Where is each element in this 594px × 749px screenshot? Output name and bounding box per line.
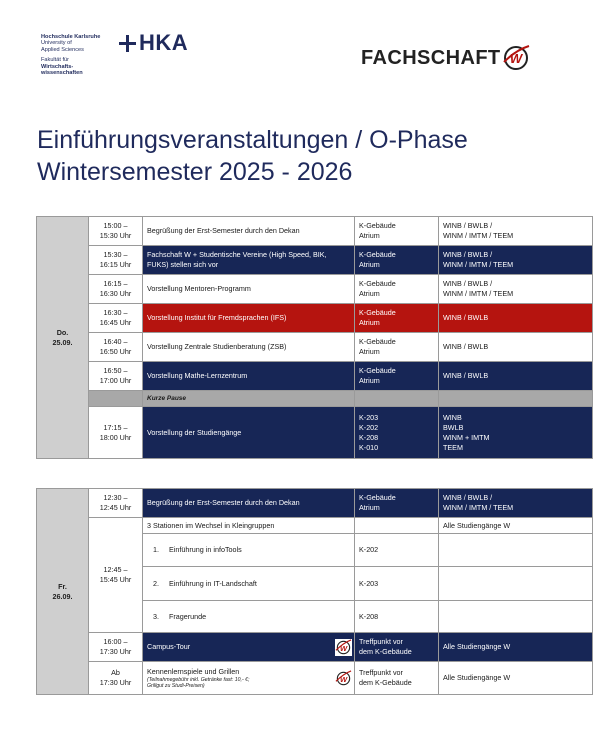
- schedule-friday: [36, 488, 593, 695]
- station-label: Fragerunde: [169, 611, 207, 621]
- room-cell: K-203: [355, 567, 439, 601]
- fachschaft-logo-text: FACHSCHAFT: [361, 46, 501, 69]
- time-cell: Ab 17:30 Uhr: [89, 662, 143, 695]
- fac-line-2: Wirtschafts-: [41, 63, 74, 70]
- table-row: [37, 304, 593, 333]
- station-number: 3.: [153, 611, 159, 621]
- time-cell: 16:50 – 17:00 Uhr: [89, 362, 143, 391]
- date-label: 26.09.: [52, 591, 73, 601]
- day-cell-thursday: [37, 217, 89, 459]
- program-cell: WINB / BWLB / WINM / IMTM / TEEM: [439, 489, 593, 518]
- date-label: 25.09.: [52, 337, 73, 347]
- room-cell: K-Gebäude Atrium: [355, 304, 439, 333]
- table-row: [37, 489, 593, 518]
- program-cell: WINB / BWLB: [439, 333, 593, 362]
- room-cell: K-Gebäude Atrium: [355, 489, 439, 518]
- room-cell: K-Gebäude Atrium: [355, 333, 439, 362]
- time-cell: 16:40 – 16:50 Uhr: [89, 333, 143, 362]
- fac-line-1: Fakultät für: [41, 57, 69, 64]
- program-cell: Alle Studiengänge W: [439, 633, 593, 662]
- title-line-2: Wintersemester 2025 - 2026: [37, 158, 353, 186]
- station-number: 1.: [153, 545, 159, 554]
- hs-line-1: Hochschule Karlsruhe: [41, 34, 101, 40]
- program-cell: WINB / BWLB: [439, 362, 593, 391]
- event-description: Fachschaft W + Studentische Vereine (High Speed, BIK, FUKS) stellen sich vor: [143, 246, 355, 275]
- room-cell: K-202: [355, 534, 439, 567]
- table-row: [37, 246, 593, 275]
- event-description: Vorstellung Mentoren-Programm: [143, 275, 355, 304]
- station-number: 2.: [153, 578, 159, 588]
- fachschaft-w-icon: [335, 670, 352, 687]
- station-label: Einführung in infoTools: [169, 545, 242, 554]
- room-cell: K-203 K-202 K-208 K-010: [355, 407, 439, 459]
- time-cell: 16:15 – 16:30 Uhr: [89, 275, 143, 304]
- day-label: Do.: [56, 327, 69, 337]
- page-title: [37, 124, 468, 188]
- event-description: Campus-Tour: [147, 642, 191, 651]
- room-cell: K-Gebäude Atrium: [355, 275, 439, 304]
- program-cell: WINB / BWLB / WINM / IMTM / TEEM: [439, 246, 593, 275]
- time-cell: 15:00 – 15:30 Uhr: [89, 217, 143, 246]
- program-cell: WINB BWLB WINM + IMTM TEEM: [439, 407, 593, 459]
- program-cell: Alle Studiengänge W: [439, 518, 593, 534]
- hka-logo-text: HKA: [139, 30, 189, 55]
- hka-plus-icon: [119, 35, 136, 52]
- time-cell: 17:15 – 18:00 Uhr: [89, 407, 143, 459]
- event-description: Vorstellung der Studiengänge: [143, 407, 355, 459]
- event-description: Begrüßung der Erst-Semester durch den Dekan: [143, 217, 355, 246]
- table-row: [37, 518, 593, 534]
- station-label: Einführung in IT-Landschaft: [169, 578, 257, 588]
- time-cell: 16:30 – 16:45 Uhr: [89, 304, 143, 333]
- program-cell: WINB / BWLB / WINM / IMTM / TEEM: [439, 275, 593, 304]
- day-label: Fr.: [58, 581, 67, 591]
- fac-line-3: wissenschaften: [41, 70, 83, 77]
- table-row: [37, 275, 593, 304]
- time-cell: 16:00 – 17:30 Uhr: [89, 633, 143, 662]
- table-row: [37, 217, 593, 246]
- event-description: Vorstellung Institut für Fremdsprachen (IFS): [143, 304, 355, 333]
- day-cell-friday: [37, 489, 89, 695]
- university-logo-text: [41, 34, 100, 76]
- program-cell: Alle Studiengänge W: [439, 662, 593, 695]
- table-row: [37, 662, 593, 695]
- hs-line-2: University of: [41, 40, 72, 47]
- event-description: 3 Stationen im Wechsel in Kleingruppen: [143, 518, 355, 534]
- room-cell: Treffpunkt vor dem K-Gebäude: [355, 633, 439, 662]
- event-description: Vorstellung Zentrale Studienberatung (ZSB): [143, 333, 355, 362]
- time-cell: 12:30 – 12:45 Uhr: [89, 489, 143, 518]
- program-cell: WINB / BWLB / WINM / IMTM / TEEM: [439, 217, 593, 246]
- event-description: Kennenlernspiele und Grillen: [147, 666, 240, 676]
- fee-note: (Teilnahmegebühr inkl. Getränke fast: 10,- €; Grillgut zu Studi-Preisen): [147, 676, 250, 689]
- room-cell: K-208: [355, 601, 439, 633]
- fachschaft-w-icon: [335, 639, 352, 656]
- room-cell: K-Gebäude Atrium: [355, 246, 439, 275]
- hs-line-3: Applied Sciences: [41, 46, 84, 53]
- table-row: [37, 333, 593, 362]
- title-line-1: Einführungsveranstaltungen / O-Phase: [37, 126, 468, 154]
- break-label: Kurze Pause: [143, 391, 355, 407]
- break-row: [37, 391, 593, 407]
- time-cell: 12:45 – 15:45 Uhr: [89, 518, 143, 633]
- event-description: Begrüßung der Erst-Semester durch den Dekan: [143, 489, 355, 518]
- room-cell: Treffpunkt vor dem K-Gebäude: [355, 662, 439, 695]
- svg-text:W: W: [339, 643, 348, 653]
- fachschaft-w-letter: W: [509, 51, 522, 66]
- event-description: Vorstellung Mathe-Lernzentrum: [143, 362, 355, 391]
- svg-text:W: W: [339, 674, 348, 684]
- table-row: [37, 407, 593, 459]
- table-row: [37, 633, 593, 662]
- schedule-thursday: [36, 216, 593, 459]
- fachschaft-logo: [361, 44, 530, 72]
- room-cell: K-Gebäude Atrium: [355, 217, 439, 246]
- time-cell: 15:30 – 16:15 Uhr: [89, 246, 143, 275]
- fachschaft-w-icon: [502, 44, 530, 72]
- room-cell: K-Gebäude Atrium: [355, 362, 439, 391]
- program-cell: WINB / BWLB: [439, 304, 593, 333]
- hka-logo: [119, 30, 188, 56]
- table-row: [37, 362, 593, 391]
